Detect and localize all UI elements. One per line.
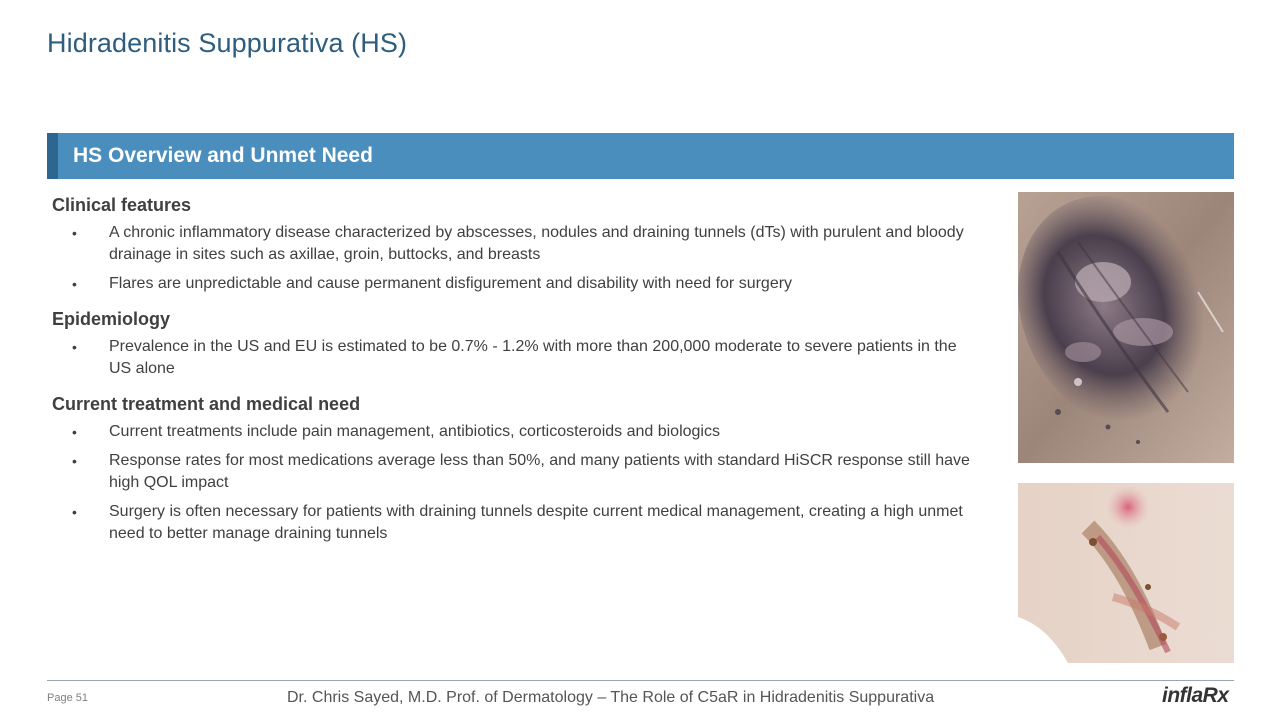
- bullet-text: A chronic inflammatory disease characterized by abscesses, nodules and draining tunnels (dTs) with purulent and bloody drainage in sites such as axillae, groin, buttocks, and breasts: [109, 224, 964, 263]
- bullet-marker: •: [72, 453, 77, 469]
- bullet-marker: •: [72, 225, 77, 241]
- banner-accent-bar: [47, 133, 58, 179]
- section-epidemiology: [52, 307, 982, 380]
- logo-rx-text: Rx: [1202, 684, 1229, 707]
- section-heading: Clinical features: [52, 195, 192, 215]
- footer-divider: [47, 680, 1234, 681]
- inflarx-logo: [1162, 684, 1229, 708]
- footer-presenter: Dr. Chris Sayed, M.D. Prof. of Dermatology – The Role of C5aR in Hidradenitis Suppurativa: [287, 689, 935, 706]
- slide-title: Hidradenitis Suppurativa (HS): [47, 28, 408, 58]
- bullet-item: [52, 421, 982, 443]
- bullet-list: [52, 336, 982, 380]
- section-current-treatment: [52, 392, 982, 545]
- section-heading: Epidemiology: [52, 309, 171, 329]
- page-number: Page 51: [47, 692, 88, 704]
- section-clinical-features: [52, 193, 982, 295]
- section-banner: [47, 133, 1234, 179]
- bullet-marker: •: [72, 339, 77, 355]
- clinical-photo-axilla-dark: [1018, 192, 1234, 463]
- bullet-item: [52, 501, 982, 545]
- bullet-text: Current treatments include pain management, antibiotics, corticosteroids and biologics: [109, 423, 720, 440]
- bullet-marker: •: [72, 424, 77, 440]
- bullet-text: Response rates for most medications average less than 50%, and many patients with standard HiSCR response still have high QOL impact: [109, 452, 970, 491]
- bullet-marker: •: [72, 504, 77, 520]
- banner-title: HS Overview and Unmet Need: [73, 144, 373, 167]
- bullet-marker: •: [72, 276, 77, 292]
- bullet-list: [52, 421, 982, 545]
- section-heading: Current treatment and medical need: [52, 394, 361, 414]
- bullet-item: [52, 336, 982, 380]
- content-body: [52, 193, 982, 557]
- bullet-item: [52, 222, 982, 266]
- logo-main-text: infla: [1162, 684, 1203, 707]
- bullet-item: [52, 273, 982, 295]
- bullet-text: Prevalence in the US and EU is estimated to be 0.7% - 1.2% with more than 200,000 moderate to severe patients in the US alone: [109, 338, 957, 377]
- bullet-text: Surgery is often necessary for patients with draining tunnels despite current medical management, creating a high unmet need to better manage draining tunnels: [109, 503, 963, 542]
- bullet-text: Flares are unpredictable and cause permanent disfigurement and disability with need for surgery: [109, 275, 793, 292]
- bullet-list: [52, 222, 982, 295]
- clinical-photo-axilla-dark-image: [1018, 192, 1234, 463]
- bullet-item: [52, 450, 982, 494]
- clinical-photo-axilla-inflamed-image: [1018, 477, 1234, 663]
- clinical-photo-axilla-inflamed: [1018, 477, 1234, 663]
